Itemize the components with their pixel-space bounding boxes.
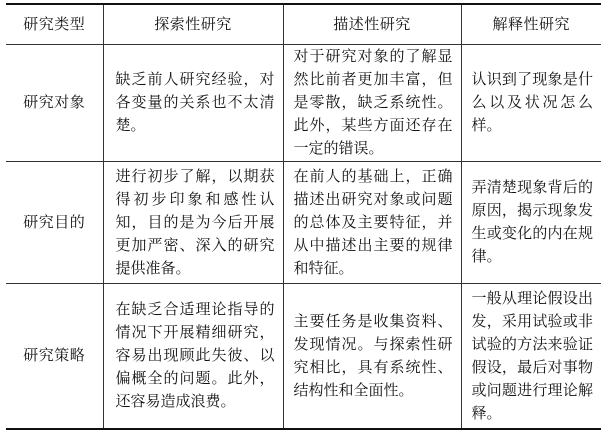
table-row	[6, 161, 601, 283]
cell-descriptive	[283, 44, 461, 161]
cell-text: 认识到了现象是什么以及状况怎么样。	[471, 70, 593, 134]
research-types-table	[6, 3, 601, 430]
header-row	[6, 4, 601, 44]
cell-descriptive	[283, 161, 461, 283]
cell-text: 对于研究对象的了解显然比前者更加丰富，但是零散，缺乏系统性。此外，某些方面还存在一定的错误。	[293, 47, 453, 157]
header-exploratory: 探索性研究	[103, 4, 283, 44]
header-descriptive: 描述性研究	[283, 4, 461, 44]
cell-explanatory	[461, 44, 601, 161]
cell-explanatory	[461, 283, 601, 429]
cell-text: 在缺乏合适理论指导的情况下开展精细研究，容易出现顾此失彼、以偏概全的问题。此外，还容易造成浪费。	[115, 300, 275, 411]
row-label-research-object: 研究对象	[6, 44, 103, 161]
cell-exploratory	[103, 44, 283, 161]
cell-text: 在前人的基础上，正确描述出研究对象或问题的总体及主要特征，并从中描述出主要的规律和特征。	[293, 166, 453, 277]
table-row	[6, 44, 601, 161]
row-label-research-purpose: 研究目的	[6, 161, 103, 283]
table-row	[6, 283, 601, 429]
header-research-type: 研究类型	[6, 4, 103, 44]
cell-text: 主要任务是收集资料、发现情况。与探索性研究相比，具有系统性、结构性和全面性。	[293, 311, 453, 399]
cell-explanatory	[461, 161, 601, 283]
cell-text: 一般从理论假设出发，采用试验或非试验的方法来验证假设，最后对事物或问题进行理论解释。	[471, 288, 593, 422]
cell-descriptive	[283, 283, 461, 429]
table-body	[6, 44, 601, 429]
cell-exploratory	[103, 161, 283, 283]
cell-exploratory	[103, 283, 283, 429]
cell-text: 进行初步了解，以期获得初步印象和感性认知，目的是为今后开展更加严密、深入的研究提供准备。	[115, 166, 275, 277]
cell-text: 缺乏前人研究经验，对各变量的关系也不太清楚。	[115, 70, 275, 134]
table-header	[6, 4, 601, 44]
row-label-research-strategy: 研究策略	[6, 283, 103, 429]
cell-text: 弄清楚现象背后的原因，揭示现象发生或变化的内在规律。	[471, 178, 593, 265]
header-explanatory: 解释性研究	[461, 4, 601, 44]
